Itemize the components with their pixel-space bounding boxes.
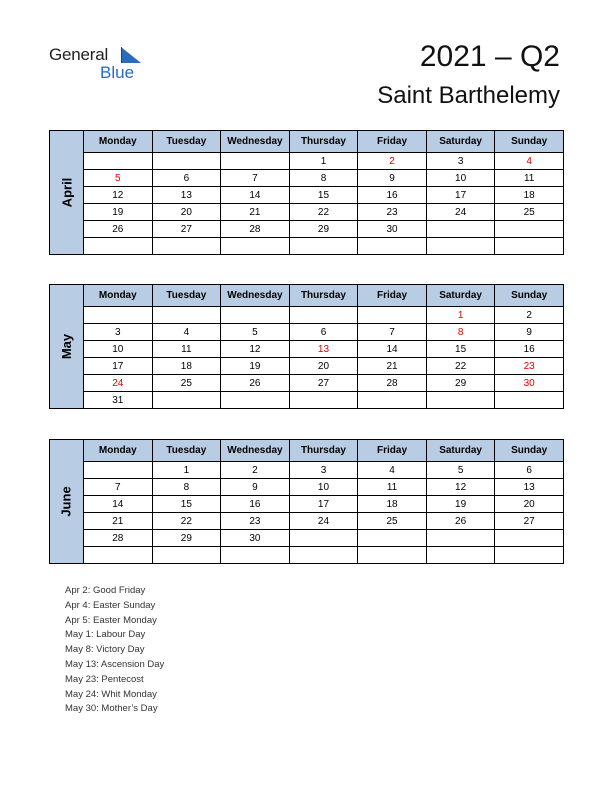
week-row <box>50 547 564 564</box>
day-header: Thursday <box>289 131 358 153</box>
day-cell <box>426 221 495 238</box>
day-cell <box>358 392 427 409</box>
day-header: Monday <box>84 285 153 307</box>
day-cell <box>289 392 358 409</box>
day-cell: 3 <box>289 462 358 479</box>
day-header: Sunday <box>495 285 564 307</box>
day-header: Friday <box>358 285 427 307</box>
day-cell: 6 <box>495 462 564 479</box>
day-cell: 30 <box>221 530 290 547</box>
day-header: Wednesday <box>221 440 290 462</box>
day-cell: 5 <box>426 462 495 479</box>
holiday-note: Apr 5: Easter Monday <box>65 614 157 626</box>
day-cell <box>495 221 564 238</box>
day-cell: 21 <box>358 358 427 375</box>
day-cell: 18 <box>152 358 221 375</box>
holiday-notes <box>65 584 164 717</box>
day-cell <box>221 547 290 564</box>
day-header: Sunday <box>495 440 564 462</box>
day-cell: 5 <box>84 170 153 187</box>
day-cell: 29 <box>152 530 221 547</box>
month-name: May <box>58 333 74 360</box>
day-cell: 4 <box>152 324 221 341</box>
day-cell <box>289 307 358 324</box>
month-name: June <box>59 486 74 517</box>
day-cell: 9 <box>221 479 290 496</box>
day-cell: 1 <box>426 307 495 324</box>
day-cell: 29 <box>426 375 495 392</box>
day-cell: 6 <box>152 170 221 187</box>
day-cell <box>495 530 564 547</box>
day-cell: 8 <box>152 479 221 496</box>
day-cell: 8 <box>426 324 495 341</box>
week-row <box>50 479 564 496</box>
day-cell <box>495 392 564 409</box>
week-row <box>50 324 564 341</box>
day-cell: 31 <box>84 392 153 409</box>
day-header: Saturday <box>426 131 495 153</box>
holiday-note: May 8: Victory Day <box>65 644 145 656</box>
day-cell: 16 <box>358 187 427 204</box>
day-cell <box>84 307 153 324</box>
day-header: Friday <box>358 440 427 462</box>
week-row <box>50 496 564 513</box>
day-cell: 13 <box>289 341 358 358</box>
day-cell: 22 <box>289 204 358 221</box>
day-cell: 24 <box>289 513 358 530</box>
day-cell <box>152 392 221 409</box>
day-cell <box>358 530 427 547</box>
day-cell: 17 <box>84 358 153 375</box>
holiday-note: Apr 2: Good Friday <box>65 585 146 596</box>
week-row <box>50 462 564 479</box>
day-cell: 14 <box>84 496 153 513</box>
day-cell: 20 <box>152 204 221 221</box>
day-cell: 2 <box>495 307 564 324</box>
day-cell <box>152 238 221 255</box>
day-cell: 1 <box>289 153 358 170</box>
day-cell: 28 <box>84 530 153 547</box>
day-cell <box>358 238 427 255</box>
day-cell: 28 <box>221 221 290 238</box>
day-cell: 6 <box>289 324 358 341</box>
month-label-cell <box>50 131 84 255</box>
day-cell <box>495 238 564 255</box>
day-header: Tuesday <box>152 131 221 153</box>
day-cell <box>426 547 495 564</box>
day-cell: 20 <box>495 496 564 513</box>
day-cell <box>358 547 427 564</box>
holiday-note: May 30: Mother’s Day <box>65 703 158 715</box>
day-cell: 27 <box>495 513 564 530</box>
week-row <box>50 530 564 547</box>
day-cell: 24 <box>84 375 153 392</box>
day-cell: 5 <box>221 324 290 341</box>
week-row <box>50 221 564 238</box>
day-cell: 15 <box>152 496 221 513</box>
day-header: Sunday <box>495 131 564 153</box>
day-header: Monday <box>84 131 153 153</box>
day-cell: 13 <box>495 479 564 496</box>
day-header: Tuesday <box>152 285 221 307</box>
day-cell: 2 <box>221 462 290 479</box>
day-cell: 23 <box>221 513 290 530</box>
holiday-note: May 13: Ascension Day <box>65 658 165 670</box>
day-cell: 23 <box>358 204 427 221</box>
month-name: April <box>59 177 74 208</box>
day-cell: 21 <box>221 204 290 221</box>
day-header: Monday <box>84 440 153 462</box>
week-row <box>50 170 564 187</box>
day-cell: 10 <box>426 170 495 187</box>
week-row <box>50 358 564 375</box>
month-label-cell <box>50 440 84 564</box>
day-cell <box>84 547 153 564</box>
week-row <box>50 513 564 530</box>
day-cell: 25 <box>495 204 564 221</box>
day-cell: 23 <box>495 358 564 375</box>
day-cell: 4 <box>495 153 564 170</box>
day-cell <box>221 307 290 324</box>
day-cell: 16 <box>495 341 564 358</box>
logo-text-general: General <box>49 45 109 64</box>
day-cell: 12 <box>426 479 495 496</box>
week-row <box>50 153 564 170</box>
holiday-note: May 24: Whit Monday <box>65 688 157 700</box>
day-cell: 14 <box>221 187 290 204</box>
day-header: Friday <box>358 131 427 153</box>
day-cell: 19 <box>221 358 290 375</box>
day-cell: 9 <box>358 170 427 187</box>
day-header: Wednesday <box>221 285 290 307</box>
day-cell <box>289 547 358 564</box>
holiday-note: May 1: Labour Day <box>65 629 146 641</box>
day-cell: 7 <box>221 170 290 187</box>
day-cell: 16 <box>221 496 290 513</box>
day-cell <box>289 238 358 255</box>
day-cell <box>152 153 221 170</box>
day-cell <box>426 530 495 547</box>
day-cell <box>221 153 290 170</box>
day-header: Tuesday <box>152 440 221 462</box>
day-cell: 21 <box>84 513 153 530</box>
day-cell: 24 <box>426 204 495 221</box>
day-cell: 22 <box>426 358 495 375</box>
day-cell: 18 <box>495 187 564 204</box>
day-cell <box>152 547 221 564</box>
month-label-cell <box>50 285 84 409</box>
day-cell: 1 <box>152 462 221 479</box>
day-cell: 11 <box>495 170 564 187</box>
day-cell: 26 <box>426 513 495 530</box>
month-table-june <box>49 439 564 564</box>
day-cell: 3 <box>84 324 153 341</box>
day-cell: 14 <box>358 341 427 358</box>
day-cell: 4 <box>358 462 427 479</box>
week-row <box>50 341 564 358</box>
day-header: Saturday <box>426 285 495 307</box>
day-cell: 25 <box>358 513 427 530</box>
day-cell: 30 <box>358 221 427 238</box>
day-cell: 9 <box>495 324 564 341</box>
day-cell: 28 <box>358 375 427 392</box>
logo-text-blue: Blue <box>100 63 135 82</box>
day-cell: 17 <box>426 187 495 204</box>
logo-flag-icon <box>121 47 141 63</box>
day-cell: 8 <box>289 170 358 187</box>
week-row <box>50 392 564 409</box>
day-cell: 10 <box>289 479 358 496</box>
day-cell: 29 <box>289 221 358 238</box>
day-cell: 3 <box>426 153 495 170</box>
generalblue-logo <box>49 44 149 84</box>
holiday-note: May 23: Pentecost <box>65 673 144 685</box>
day-cell: 26 <box>221 375 290 392</box>
day-cell <box>152 307 221 324</box>
day-cell: 12 <box>84 187 153 204</box>
day-cell: 27 <box>289 375 358 392</box>
day-header: Saturday <box>426 440 495 462</box>
page-subtitle: Saint Barthelemy <box>377 82 560 109</box>
week-row <box>50 238 564 255</box>
day-cell: 7 <box>84 479 153 496</box>
day-cell: 11 <box>358 479 427 496</box>
day-cell: 12 <box>221 341 290 358</box>
holiday-note: Apr 4: Easter Sunday <box>65 599 156 611</box>
week-row <box>50 187 564 204</box>
week-row <box>50 307 564 324</box>
day-cell: 19 <box>426 496 495 513</box>
day-cell: 18 <box>358 496 427 513</box>
day-cell <box>84 238 153 255</box>
day-cell: 13 <box>152 187 221 204</box>
month-table-april <box>49 130 564 255</box>
day-cell <box>426 392 495 409</box>
day-cell: 11 <box>152 341 221 358</box>
day-cell: 15 <box>426 341 495 358</box>
day-cell: 26 <box>84 221 153 238</box>
day-cell: 25 <box>152 375 221 392</box>
day-cell: 27 <box>152 221 221 238</box>
day-cell <box>221 238 290 255</box>
day-cell <box>289 530 358 547</box>
day-cell <box>84 153 153 170</box>
day-cell: 22 <box>152 513 221 530</box>
day-header: Thursday <box>289 285 358 307</box>
page-title: 2021 – Q2 <box>419 40 560 73</box>
day-cell <box>358 307 427 324</box>
day-cell <box>495 547 564 564</box>
week-row <box>50 375 564 392</box>
day-cell: 19 <box>84 204 153 221</box>
day-cell: 17 <box>289 496 358 513</box>
day-cell <box>84 462 153 479</box>
day-cell <box>221 392 290 409</box>
day-cell: 7 <box>358 324 427 341</box>
day-cell <box>426 238 495 255</box>
day-cell: 30 <box>495 375 564 392</box>
day-cell: 20 <box>289 358 358 375</box>
day-header: Wednesday <box>221 131 290 153</box>
day-header: Thursday <box>289 440 358 462</box>
day-cell: 15 <box>289 187 358 204</box>
month-table-may <box>49 284 564 409</box>
week-row <box>50 204 564 221</box>
day-cell: 10 <box>84 341 153 358</box>
day-cell: 2 <box>358 153 427 170</box>
